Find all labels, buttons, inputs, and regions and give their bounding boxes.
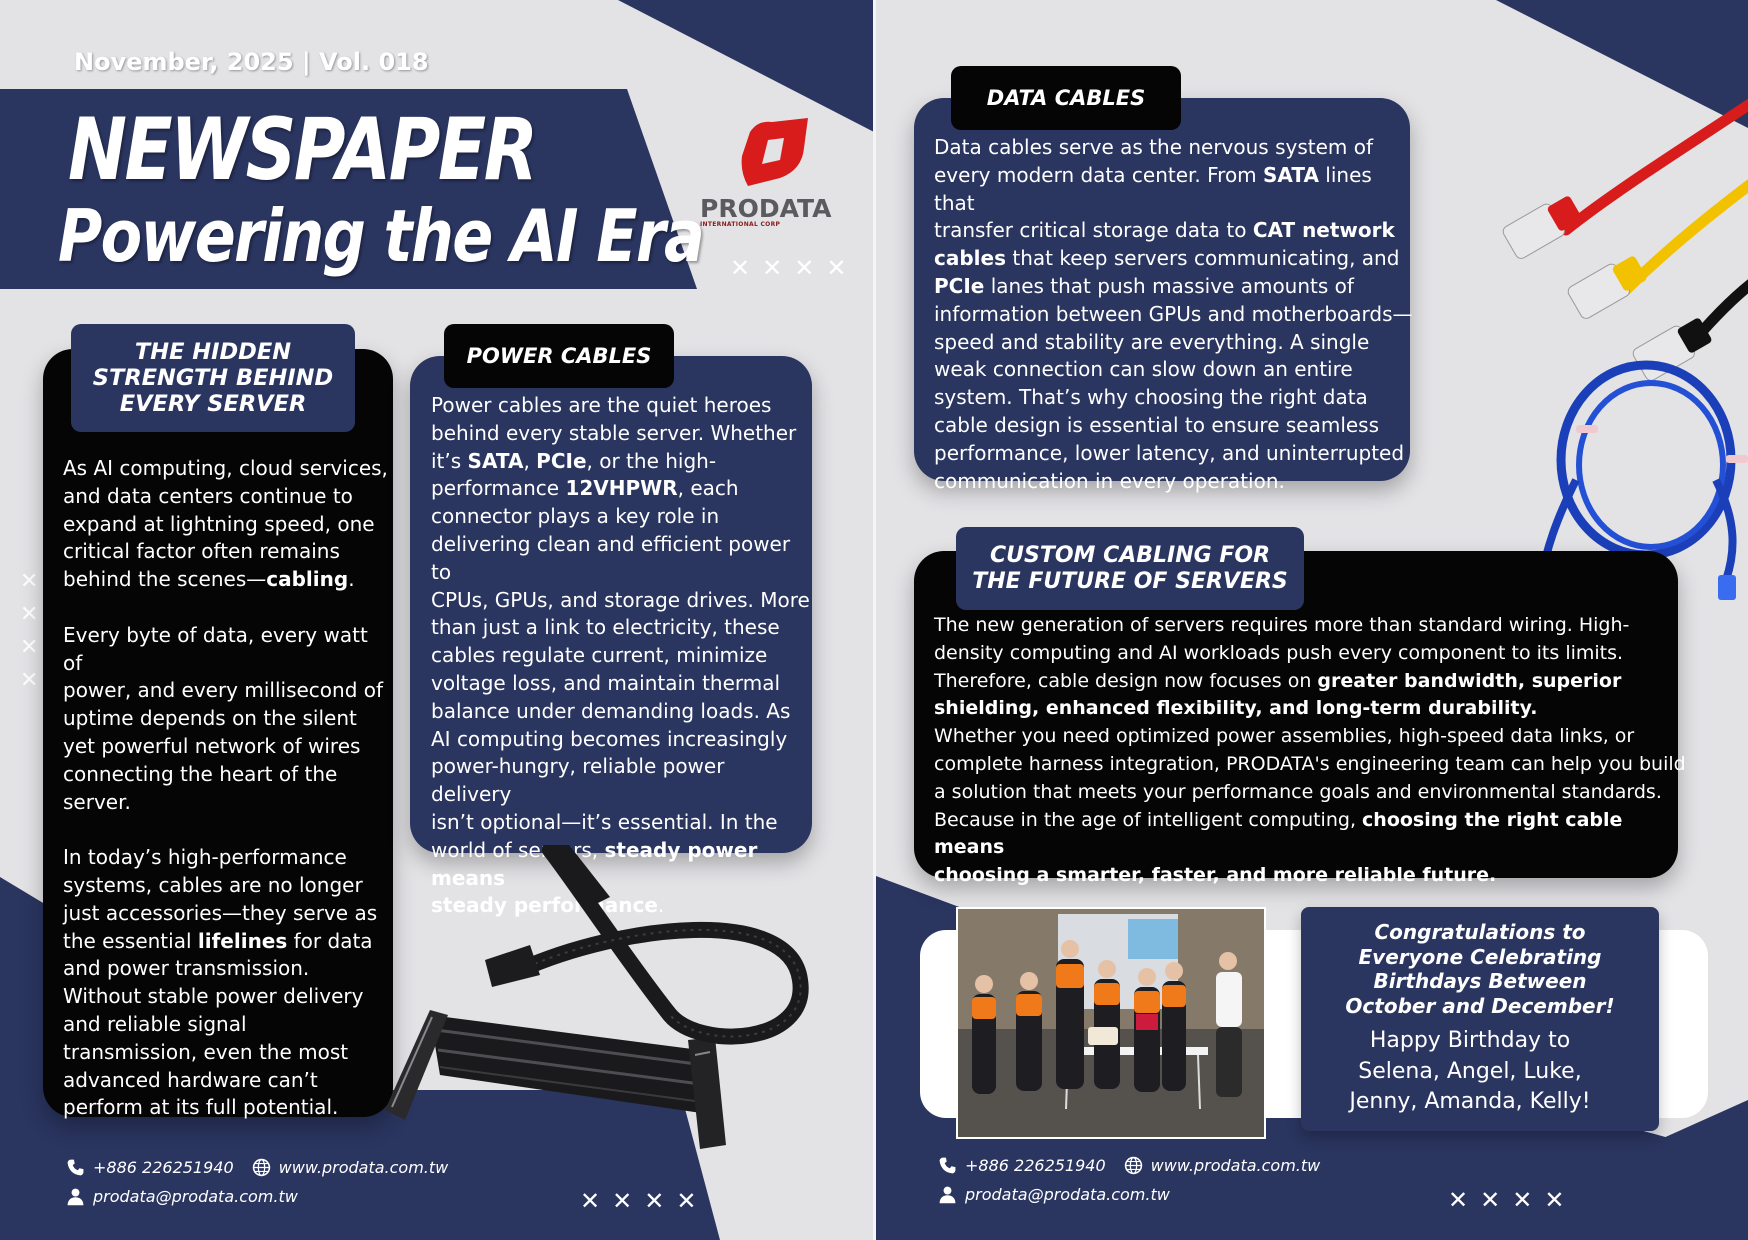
data-cables-body: Data cables serve as the nervous system of every modern data center. From SATA lines that transfer critical storage data to CAT network cables that keep servers communicating, and PCIe lanes that push massive amounts of information between GPUs and motherboards— speed and stability are everything. A single weak connection can slow down an entire system. That’s why choosing the right data cable design is essential to ensure seamless performance, lower latency, and uninterrupted communication in every operation. — [934, 135, 1413, 493]
phone-icon — [938, 1156, 957, 1175]
x-mark-icon: ✕ ✕ ✕ ✕ — [20, 569, 39, 693]
phone-number[interactable]: +886 226251940 — [965, 1156, 1106, 1175]
custom-cabling-body: The new generation of servers requires more than standard wiring. High- density computing and AI workloads push every component to its limits. Therefore, cable design now focuses on greater bandwidth, superior shielding, enhanced flexibility, and long-term durability. Whether you need optimized power assemblies, high-speed data links, or complete harness integration, PRODATA's engineering team can help you build a solution that meets your performance goals and environmental standards. Because in the age of intelligent computing, choosing the right cable means choosing a smarter, faster, and more reliable future. — [934, 614, 1686, 887]
data-cables-heading: DATA CABLES — [951, 66, 1181, 130]
x-mark-icon: ✕✕✕✕ — [730, 254, 859, 282]
birthday-message: Happy Birthday to Selena, Angel, Luke, Jenny, Amanda, Kelly! — [1349, 1028, 1591, 1114]
issue-date: November, 2025 | Vol. 018 — [74, 48, 429, 76]
group-photo — [956, 907, 1266, 1139]
footer-contact-row — [938, 1156, 1320, 1175]
website-link[interactable]: www.prodata.com.tw — [1150, 1156, 1321, 1175]
masthead-title: NEWSPAPER — [68, 100, 536, 200]
globe-icon — [1124, 1156, 1143, 1175]
masthead-subtitle: Powering the AI Era — [58, 194, 704, 278]
hidden-strength-body: As AI computing, cloud services, and data centers continue to expand at lightning speed, one critical factor often remains behind the scenes—cabling. Every byte of data, every watt of power, and every millisecond of uptime depends on the silent yet powerful network of wires connecting the heart of the server. In today’s high-performance systems, cables are no longer just accessories—they serve as the essential lifelines for data and power transmission. Without stable power delivery and reliable signal transmission, even the most advanced hardware can’t perform at its full potential. — [63, 456, 388, 1120]
globe-icon — [252, 1158, 271, 1177]
birthday-heading: Congratulations to Everyone Celebrating Birthdays Between October and December! — [1345, 920, 1615, 1018]
hidden-strength-heading: THE HIDDEN STRENGTH BEHIND EVERY SERVER — [71, 324, 355, 432]
custom-cabling-heading: CUSTOM CABLING FOR THE FUTURE OF SERVERS — [956, 527, 1304, 610]
logo-tagline: INTERNATIONAL CORP — [700, 221, 781, 228]
email-link[interactable]: prodata@prodata.com.tw — [93, 1187, 298, 1206]
ethernet-cables-image — [1436, 80, 1748, 600]
footer-email-row — [66, 1187, 298, 1206]
website-link[interactable]: www.prodata.com.tw — [278, 1158, 449, 1177]
birthday-group-photo-image — [958, 909, 1264, 1137]
user-icon — [66, 1187, 85, 1206]
power-cables-heading: POWER CABLES — [444, 324, 674, 388]
logo-wordmark: PRODATA — [700, 194, 832, 223]
x-mark-icon: ✕✕✕✕ — [1448, 1186, 1577, 1214]
phone-icon — [66, 1158, 85, 1177]
x-mark-icon: ✕✕✕✕ — [580, 1187, 709, 1215]
email-link[interactable]: prodata@prodata.com.tw — [965, 1185, 1170, 1204]
pcie-riser-cable-image — [370, 845, 840, 1175]
power-cables-body: Power cables are the quiet heroes behind every stable server. Whether it’s SATA, PCIe, or the high- performance 12VHPWR, each connector plays a key role in delivering clean and efficient power to CPUs, GPUs, and storage drives. More than just a link to electricity, these cables regulate current, minimize voltage loss, and maintain thermal balance under demanding loads. As AI computing becomes increasingly power-hungry, reliable power delivery isn’t optional—it’s essential. In the world of servers, steady power means steady performance. — [431, 393, 810, 918]
footer-contact-row — [66, 1158, 448, 1177]
phone-number[interactable]: +886 226251940 — [93, 1158, 234, 1177]
footer-email-row — [938, 1185, 1170, 1204]
user-icon — [938, 1185, 957, 1204]
